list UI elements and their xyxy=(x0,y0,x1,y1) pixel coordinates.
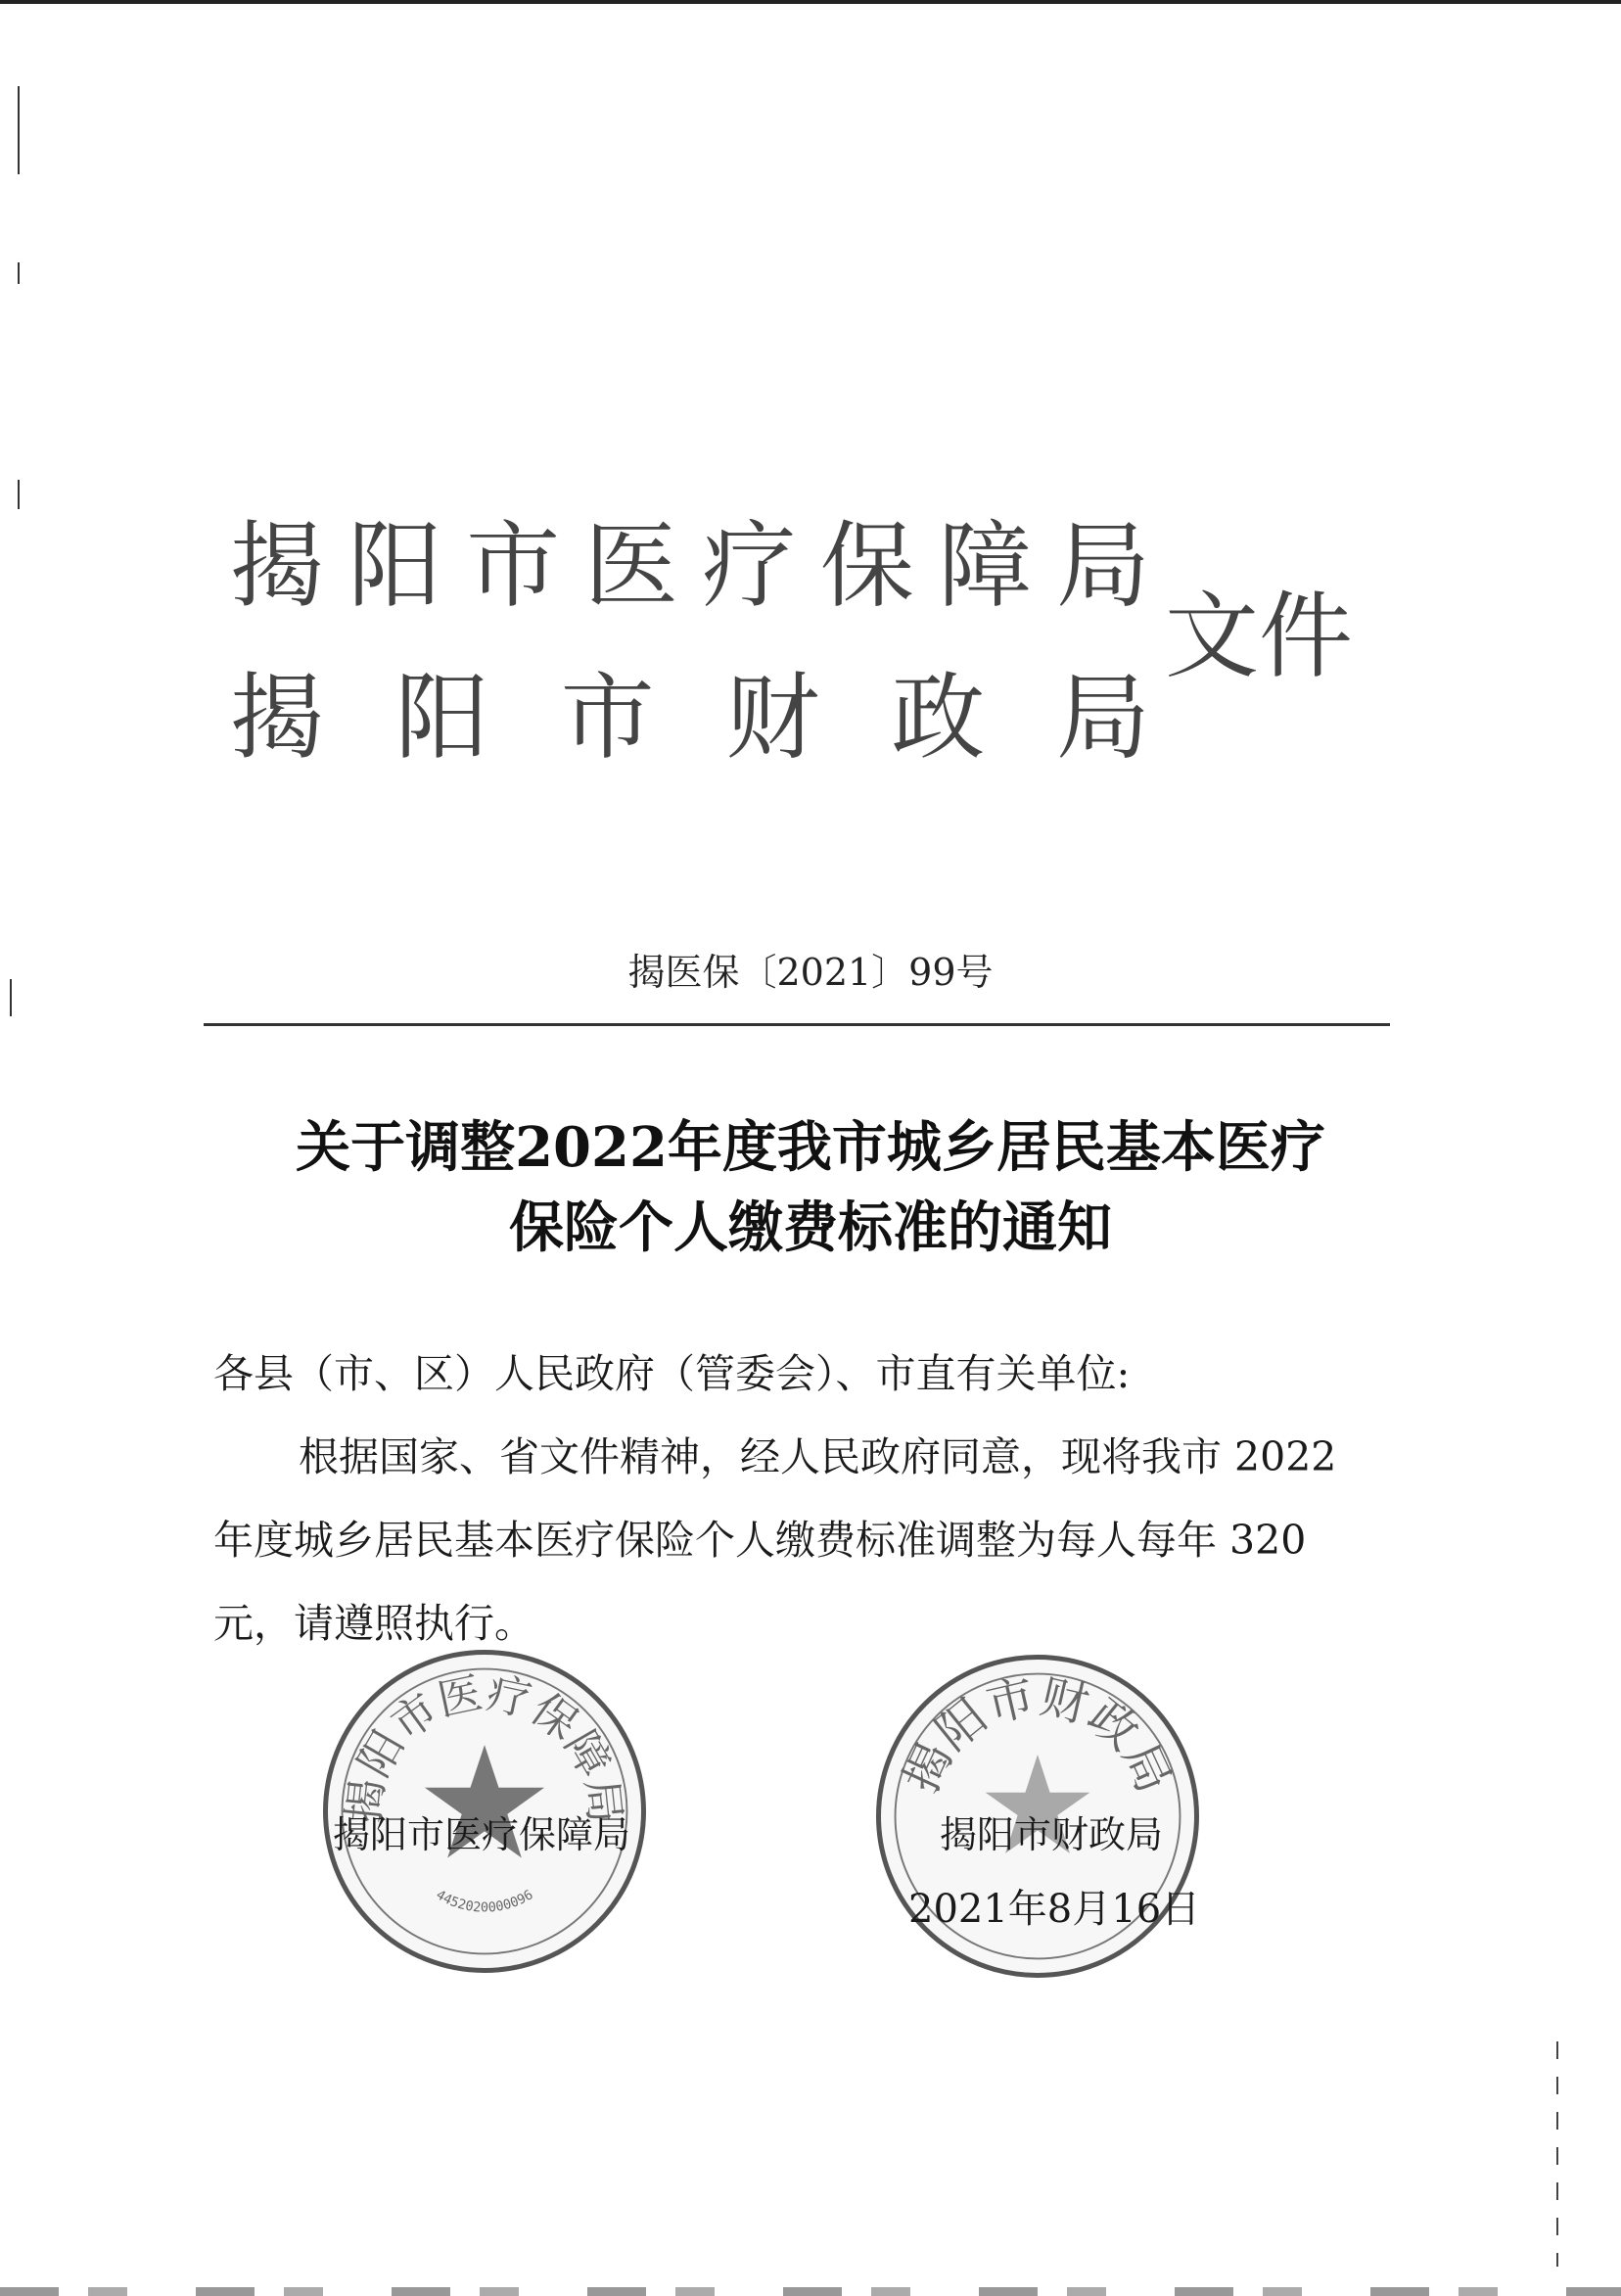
body-paragraph-line: 元，请遵照执行。 xyxy=(213,1600,534,1647)
agency-line-2 xyxy=(230,641,1150,778)
issue-date: 2021年8月16日 xyxy=(908,1887,1201,1932)
seal-code: 4452020000096 xyxy=(433,1887,536,1916)
agency-char: 疗 xyxy=(702,510,797,621)
scan-edge-top xyxy=(0,0,1621,4)
body-paragraph-line: 根据国家、省文件精神，经人民政府同意，现将我市 2022 xyxy=(299,1433,1337,1480)
agency-char: 医 xyxy=(583,510,678,621)
agency-char: 局 xyxy=(1055,662,1150,773)
agency-char: 阳 xyxy=(347,510,442,621)
agency-char: 揭 xyxy=(230,662,324,773)
document-number: 揭医保〔2021〕99号 xyxy=(627,951,994,994)
agency-char: 阳 xyxy=(394,662,489,773)
agency-char: 市 xyxy=(560,662,655,773)
agency-char: 局 xyxy=(1055,510,1150,621)
document-title-line-2: 保险个人缴费标准的通知 xyxy=(509,1195,1112,1260)
issuer-finance-bureau: 揭阳市财政局 xyxy=(940,1813,1164,1856)
agency-char: 障 xyxy=(938,510,1033,621)
seal-arc-text: 揭阳市医疗保障局 xyxy=(338,1667,631,1826)
scan-mark xyxy=(1556,2041,1558,2267)
scan-mark xyxy=(18,86,20,174)
body-paragraph-line: 年度城乡居民基本医疗保险个人缴费标准调整为每人每年 320 xyxy=(213,1517,1307,1564)
header-suffix: 文件 xyxy=(1165,581,1353,691)
agency-char: 揭 xyxy=(230,510,324,621)
salutation: 各县（市、区）人民政府（管委会）、市直有关单位: xyxy=(213,1350,1131,1397)
agency-char: 财 xyxy=(725,662,820,773)
agency-char: 市 xyxy=(466,510,561,621)
agency-char: 保 xyxy=(819,510,914,621)
svg-text:4452020000096 xyxy=(434,1887,536,1915)
document-title-line-1: 关于调整2022年度我市城乡居民基本医疗 xyxy=(296,1115,1325,1180)
seal-arc-text: 揭阳市财政局 xyxy=(894,1668,1181,1802)
scan-edge-bottom xyxy=(0,2287,1621,2296)
scan-mark xyxy=(18,262,20,284)
header-divider xyxy=(204,1023,1390,1026)
agency-char: 政 xyxy=(891,662,986,773)
scan-mark xyxy=(18,480,20,509)
agency-line-1 xyxy=(230,490,1150,627)
issuer-medical-security-bureau: 揭阳市医疗保障局 xyxy=(333,1813,631,1856)
